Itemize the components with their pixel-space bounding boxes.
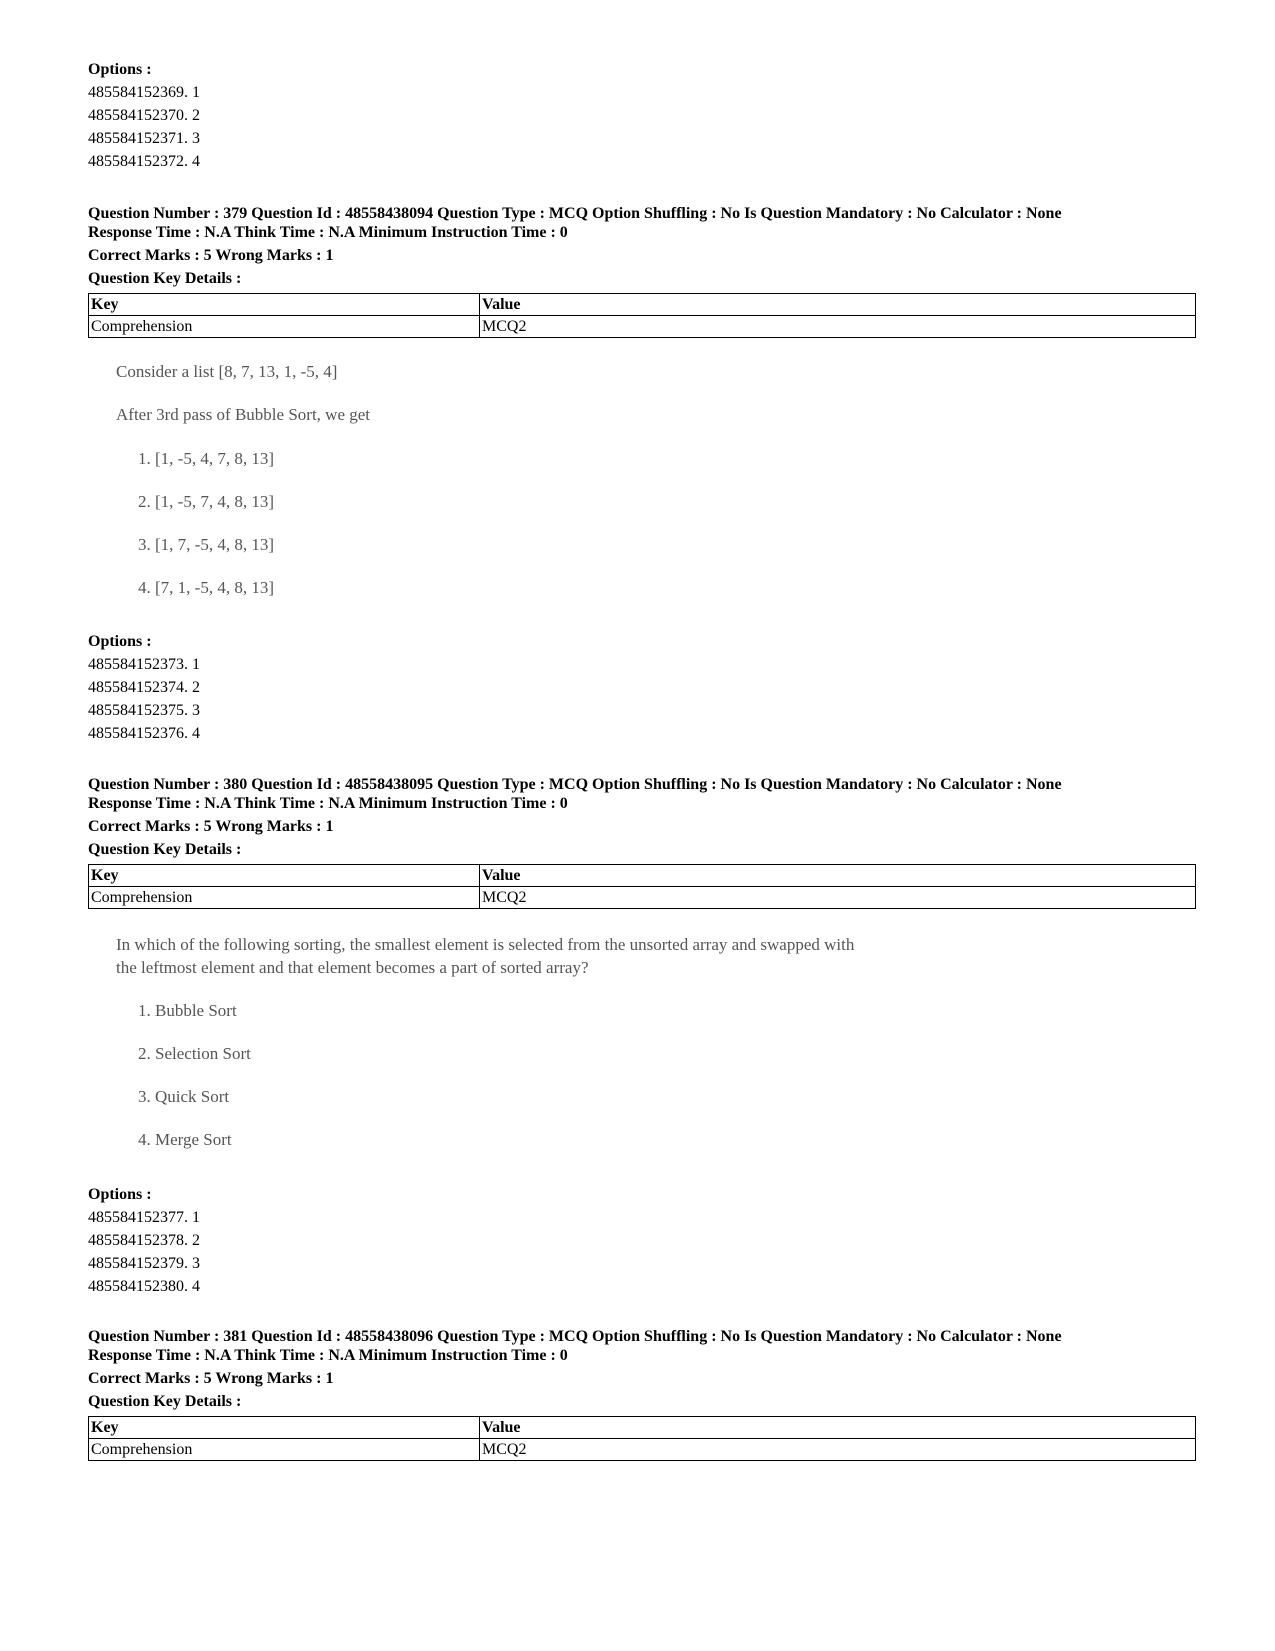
question-timing-line: Response Time : N.A Think Time : N.A Minimum Instruction Time : 0 [88,1347,568,1364]
option-item: 485584152375. 3 [88,702,200,719]
question-key-table [88,1416,1196,1461]
key-details-label: Question Key Details : [88,270,242,287]
question-text-line: In which of the following sorting, the smallest element is selected from the unsorted array and swapped with [116,935,855,954]
question-meta-line: Question Number : 380 Question Id : 48558438095 Question Type : MCQ Option Shuffling : No Is Question Mandatory : No Calculator : None [88,776,1062,793]
choice-text: 3. Quick Sort [138,1087,230,1106]
table-row [89,316,1196,338]
table-header-value: Value [480,1417,1196,1439]
option-item: 485584152379. 3 [88,1255,200,1272]
choice-text: 1. Bubble Sort [138,1001,237,1020]
table-row [89,865,1196,887]
table-cell-key: Comprehension [89,1439,480,1461]
option-item: 485584152371. 3 [88,130,200,147]
prev-options-block [88,58,200,173]
choice-text: 3. [1, 7, -5, 4, 8, 13] [138,535,274,554]
choice-text: 2. Selection Sort [138,1044,251,1063]
table-cell-value: MCQ2 [480,1439,1196,1461]
question-timing-line: Response Time : N.A Think Time : N.A Minimum Instruction Time : 0 [88,795,568,812]
option-item: 485584152372. 4 [88,153,200,170]
question-text-line: After 3rd pass of Bubble Sort, we get [116,405,371,424]
key-details-label: Question Key Details : [88,841,242,858]
question-379-options [88,630,200,745]
table-row [89,1417,1196,1439]
option-item: 485584152376. 4 [88,725,200,742]
option-item: 485584152373. 1 [88,656,200,673]
options-label: Options : [88,61,152,78]
question-381-header [88,1327,1062,1413]
table-cell-key: Comprehension [89,887,480,909]
options-label: Options : [88,633,152,650]
table-row [89,1439,1196,1461]
option-item: 485584152374. 2 [88,679,200,696]
table-cell-value: MCQ2 [480,316,1196,338]
choice-text: 2. [1, -5, 7, 4, 8, 13] [138,492,274,511]
table-row [89,887,1196,909]
question-meta-line: Question Number : 381 Question Id : 48558438096 Question Type : MCQ Option Shuffling : No Is Question Mandatory : No Calculator : None [88,1328,1062,1345]
table-header-value: Value [480,294,1196,316]
option-item: 485584152378. 2 [88,1232,200,1249]
question-380-options [88,1183,200,1298]
question-timing-line: Response Time : N.A Think Time : N.A Minimum Instruction Time : 0 [88,224,568,241]
marks-line: Correct Marks : 5 Wrong Marks : 1 [88,818,334,835]
question-380-header [88,775,1062,861]
table-header-key: Key [89,294,480,316]
table-cell-value: MCQ2 [480,887,1196,909]
question-key-table [88,293,1196,338]
question-379-header [88,204,1062,290]
options-label: Options : [88,1186,152,1203]
option-item: 485584152377. 1 [88,1209,200,1226]
option-item: 485584152369. 1 [88,84,200,101]
key-details-label: Question Key Details : [88,1393,242,1410]
marks-line: Correct Marks : 5 Wrong Marks : 1 [88,1370,334,1387]
table-header-key: Key [89,865,480,887]
choice-text: 4. Merge Sort [138,1130,232,1149]
question-key-table [88,864,1196,909]
option-item: 485584152380. 4 [88,1278,200,1295]
option-item: 485584152370. 2 [88,107,200,124]
choice-text: 1. [1, -5, 4, 7, 8, 13] [138,449,274,468]
table-cell-key: Comprehension [89,316,480,338]
table-header-key: Key [89,1417,480,1439]
marks-line: Correct Marks : 5 Wrong Marks : 1 [88,247,334,264]
choice-text: 4. [7, 1, -5, 4, 8, 13] [138,578,274,597]
question-meta-line: Question Number : 379 Question Id : 48558438094 Question Type : MCQ Option Shuffling : No Is Question Mandatory : No Calculator : None [88,205,1062,222]
question-text-line: Consider a list [8, 7, 13, 1, -5, 4] [116,362,338,381]
question-text-line: the leftmost element and that element becomes a part of sorted array? [116,958,589,977]
table-row [89,294,1196,316]
table-header-value: Value [480,865,1196,887]
